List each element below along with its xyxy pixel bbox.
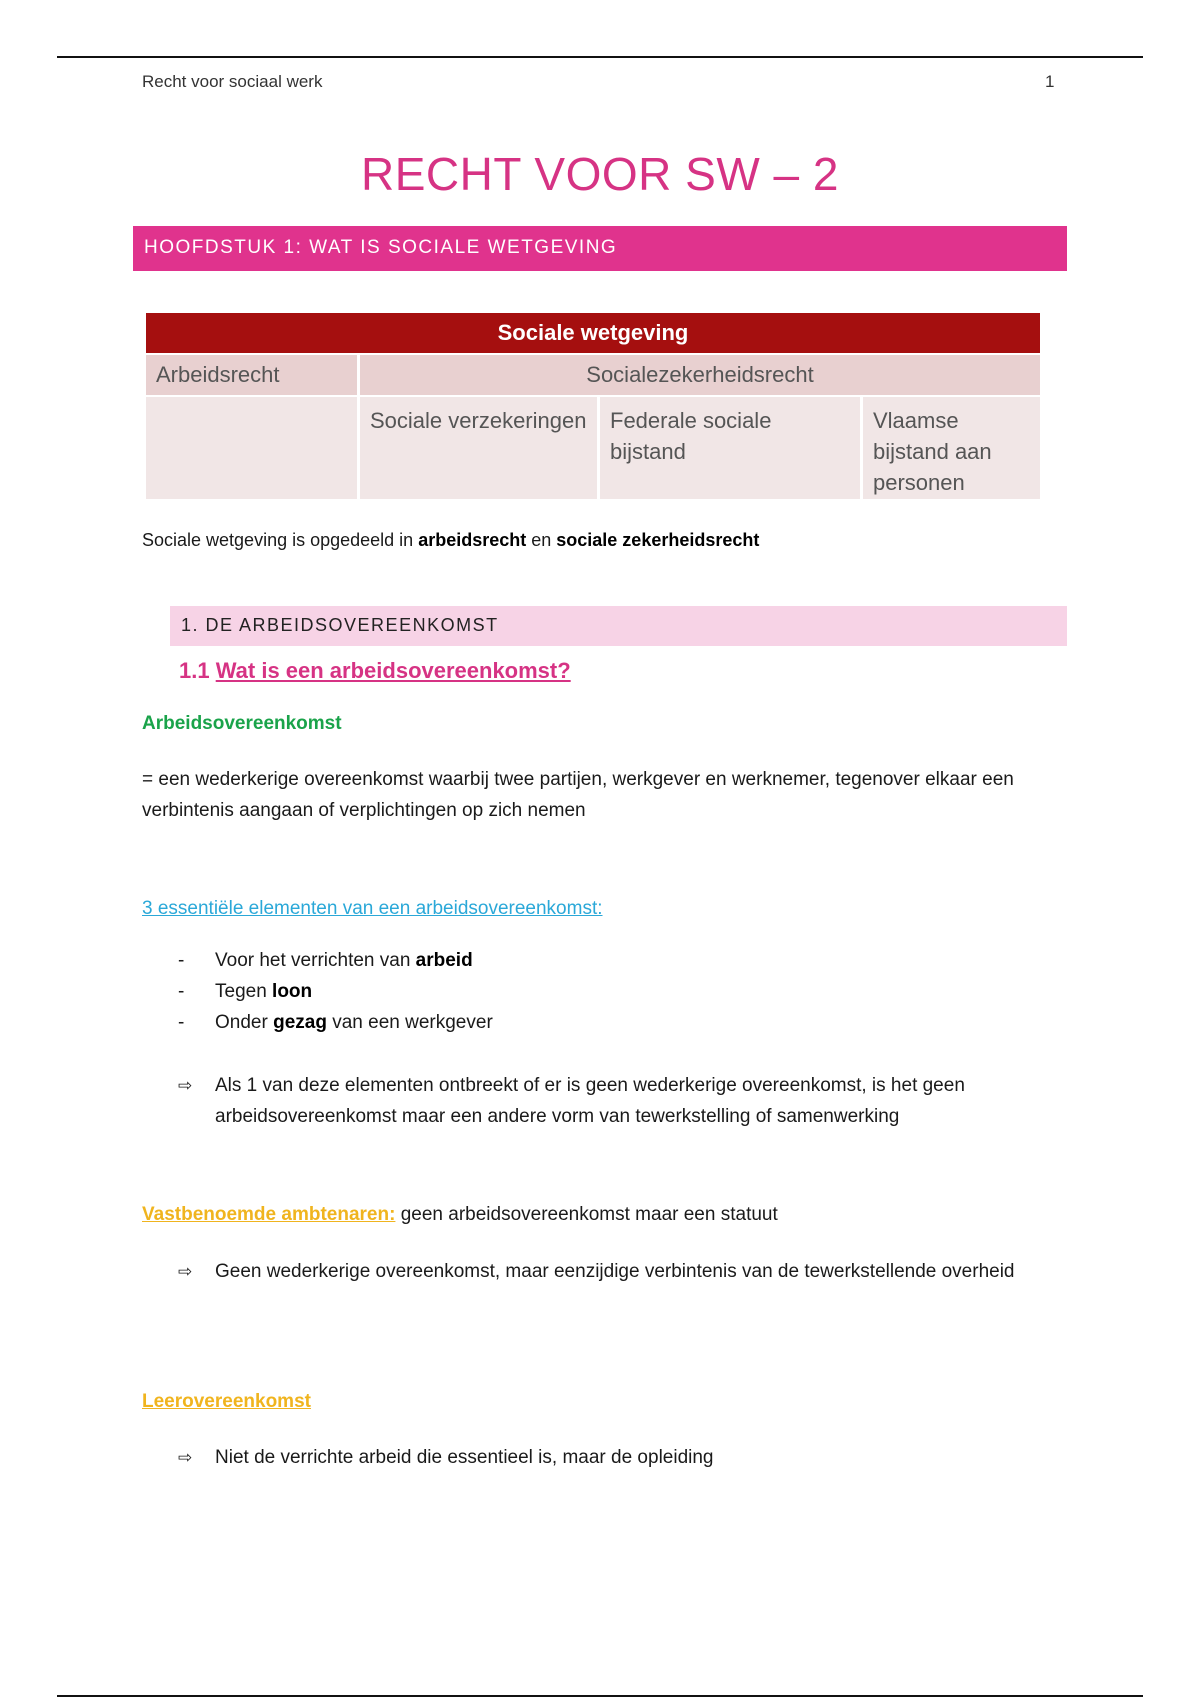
elements-list — [178, 945, 493, 1038]
table-cell-socialezekerheidsrecht: Socialezekerheidsrecht — [360, 355, 1040, 395]
list-item-text: Tegen — [215, 981, 273, 1002]
table-caption — [142, 530, 759, 551]
chapter-heading-bar — [133, 226, 1067, 271]
sociale-wetgeving-table — [146, 313, 1040, 499]
chapter-heading: HOOFDSTUK 1: WAT IS SOCIALE WETGEVING — [144, 237, 618, 258]
dash-bullet-icon: - — [178, 1012, 185, 1033]
list-item — [178, 1007, 493, 1038]
table-row — [146, 355, 1040, 395]
running-header: Recht voor sociaal werk — [142, 72, 323, 91]
table-header: Sociale wetgeving — [146, 313, 1040, 353]
section-heading: 1. DE ARBEIDSOVEREENKOMST — [181, 615, 499, 635]
subsection-number: 1.1 — [179, 658, 216, 683]
caption-bold-sociale-zekerheidsrecht: sociale zekerheidsrecht — [556, 530, 760, 550]
list-item-text: van een werkgever — [326, 1012, 493, 1033]
section-heading-bar — [170, 606, 1067, 646]
leerovereenkomst-line — [142, 1391, 311, 1413]
table-row — [146, 397, 1040, 499]
top-rule — [57, 56, 1143, 58]
caption-bold-arbeidsrecht: arbeidsrecht — [418, 530, 527, 550]
table-cell-sociale-verzekeringen: Sociale verzekeringen — [360, 397, 597, 499]
note-elements-missing — [178, 1070, 1058, 1132]
list-item — [178, 945, 493, 976]
note-text: Als 1 van deze elementen ontbreekt of er is geen wederkerige overeenkomst, is het geen arbeidsovereenkomst maar een andere vorm van tewerkstelling of samenwerking — [215, 1075, 965, 1127]
elements-heading: 3 essentiële elementen van een arbeidsovereenkomst: — [142, 898, 603, 919]
definition-heading: Arbeidsovereenkomst — [142, 713, 342, 734]
list-item-text: Voor het verrichten van — [215, 950, 416, 971]
ambtenaren-line — [142, 1204, 778, 1226]
list-item-text: Onder — [215, 1012, 274, 1033]
list-item — [178, 976, 493, 1007]
page-number: 1 — [1045, 72, 1055, 91]
table-cell-vlaamse-bijstand: Vlaamse bijstand aan personen — [863, 397, 1040, 499]
table-cell-arbeidsrecht: Arbeidsrecht — [146, 355, 357, 395]
subsection-heading — [179, 658, 571, 684]
note-text: Geen wederkerige overeenkomst, maar eenzijdige verbintenis van de tewerkstellende overheid — [215, 1261, 1015, 1282]
table-cell-federale-sociale-bijstand: Federale sociale bijstand — [600, 397, 860, 499]
right-arrow-icon: ⇨ — [178, 1262, 193, 1281]
right-arrow-icon: ⇨ — [178, 1448, 193, 1467]
subsection-title: Wat is een arbeidsovereenkomst? — [215, 658, 571, 683]
document-title: RECHT VOOR SW – 2 — [361, 148, 839, 200]
right-arrow-icon: ⇨ — [178, 1076, 193, 1095]
table-cell-empty — [146, 397, 357, 499]
list-item-bold: loon — [272, 981, 313, 1002]
bottom-rule — [57, 1695, 1143, 1697]
list-item-bold: gezag — [273, 1012, 327, 1033]
note-leerovereenkomst — [178, 1442, 1058, 1473]
list-item-bold: arbeid — [415, 950, 473, 971]
ambtenaren-text: geen arbeidsovereenkomst maar een statuut — [395, 1204, 778, 1225]
caption-text: en — [526, 530, 557, 550]
definition-text: = een wederkerige overeenkomst waarbij twee partijen, werkgever en werknemer, tegenover elkaar een verbintenis aangaan of verplichtingen op zich nemen — [142, 769, 1014, 821]
note-text: Niet de verrichte arbeid die essentieel is, maar de opleiding — [215, 1447, 714, 1468]
leerovereenkomst-label: Leerovereenkomst — [142, 1391, 311, 1412]
dash-bullet-icon: - — [178, 981, 185, 1002]
ambtenaren-label: Vastbenoemde ambtenaren: — [142, 1204, 396, 1225]
caption-text: Sociale wetgeving is opgedeeld in — [142, 530, 419, 550]
note-ambtenaren — [178, 1256, 1058, 1287]
dash-bullet-icon: - — [178, 950, 185, 971]
